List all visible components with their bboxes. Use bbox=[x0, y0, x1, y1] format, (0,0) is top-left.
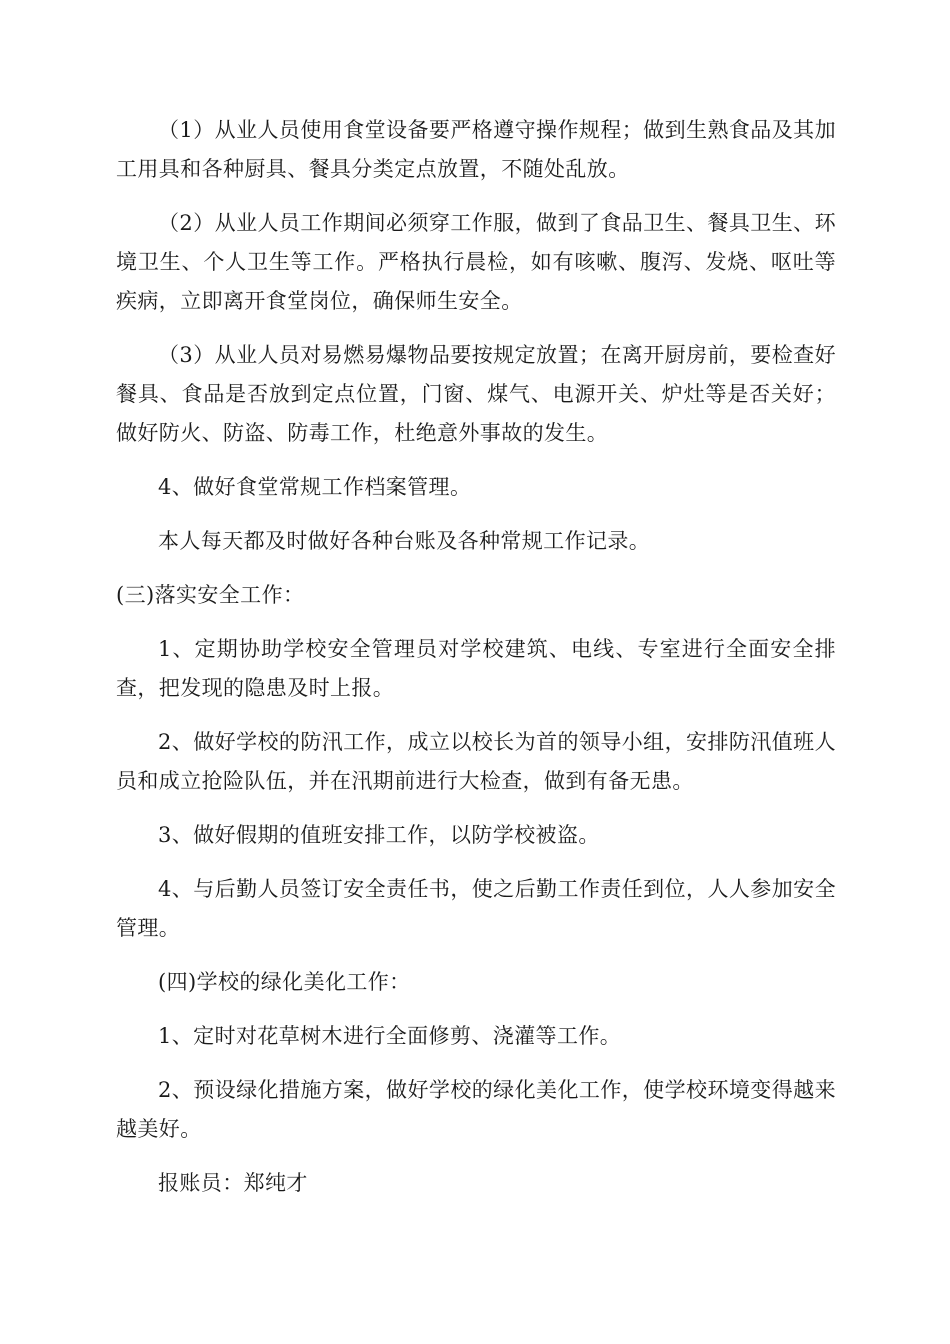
paragraph-safety-inspection: 1、定期协助学校安全管理员对学校建筑、电线、专室进行全面安全排查，把发现的隐患及时上报。 bbox=[116, 637, 836, 700]
paragraph-safety-responsibility: 4、与后勤人员签订安全责任书，使之后勤工作责任到位，人人参加安全管理。 bbox=[116, 877, 836, 940]
paragraph-work-clothes-hygiene: （2）从业人员工作期间必须穿工作服，做到了食品卫生、餐具卫生、环境卫生、个人卫生等工作。严格执行晨检，如有咳嗽、腹泻、发烧、呕吐等疾病，立即离开食堂岗位，确保师生安全。 bbox=[116, 211, 836, 313]
paragraph-canteen-equipment: （1）从业人员使用食堂设备要严格遵守操作规程；做到生熟食品及其加工用具和各种厨具、餐具分类定点放置，不随处乱放。 bbox=[116, 118, 836, 181]
section-heading-safety: (三)落实安全工作： bbox=[116, 583, 305, 607]
paragraph-flood-prevention: 2、做好学校的防汛工作，成立以校长为首的领导小组，安排防汛值班人员和成立抢险队伍，并在汛期前进行大检查，做到有备无患。 bbox=[116, 730, 836, 793]
paragraph-pruning-watering: 1、定时对花草树木进行全面修剪、浇灌等工作。 bbox=[158, 1024, 622, 1048]
paragraph-holiday-duty: 3、做好假期的值班安排工作，以防学校被盗。 bbox=[158, 823, 600, 847]
document-body bbox=[116, 111, 836, 1218]
paragraph-canteen-archives: 4、做好食堂常规工作档案管理。 bbox=[158, 475, 472, 499]
section-heading-greening: (四)学校的绿化美化工作： bbox=[158, 970, 411, 994]
paragraph-daily-records: 本人每天都及时做好各种台账及各种常规工作记录。 bbox=[158, 529, 651, 553]
paragraph-greening-plan: 2、预设绿化措施方案，做好学校的绿化美化工作，使学校环境变得越来越美好。 bbox=[116, 1078, 836, 1141]
signature-accountant: 报账员：郑纯才 bbox=[158, 1171, 308, 1195]
paragraph-flammable-items: （3）从业人员对易燃易爆物品要按规定放置；在离开厨房前，要检查好餐具、食品是否放到定点位置，门窗、煤气、电源开关、炉灶等是否关好；做好防火、防盗、防毒工作，杜绝意外事故的发生。 bbox=[116, 343, 836, 445]
